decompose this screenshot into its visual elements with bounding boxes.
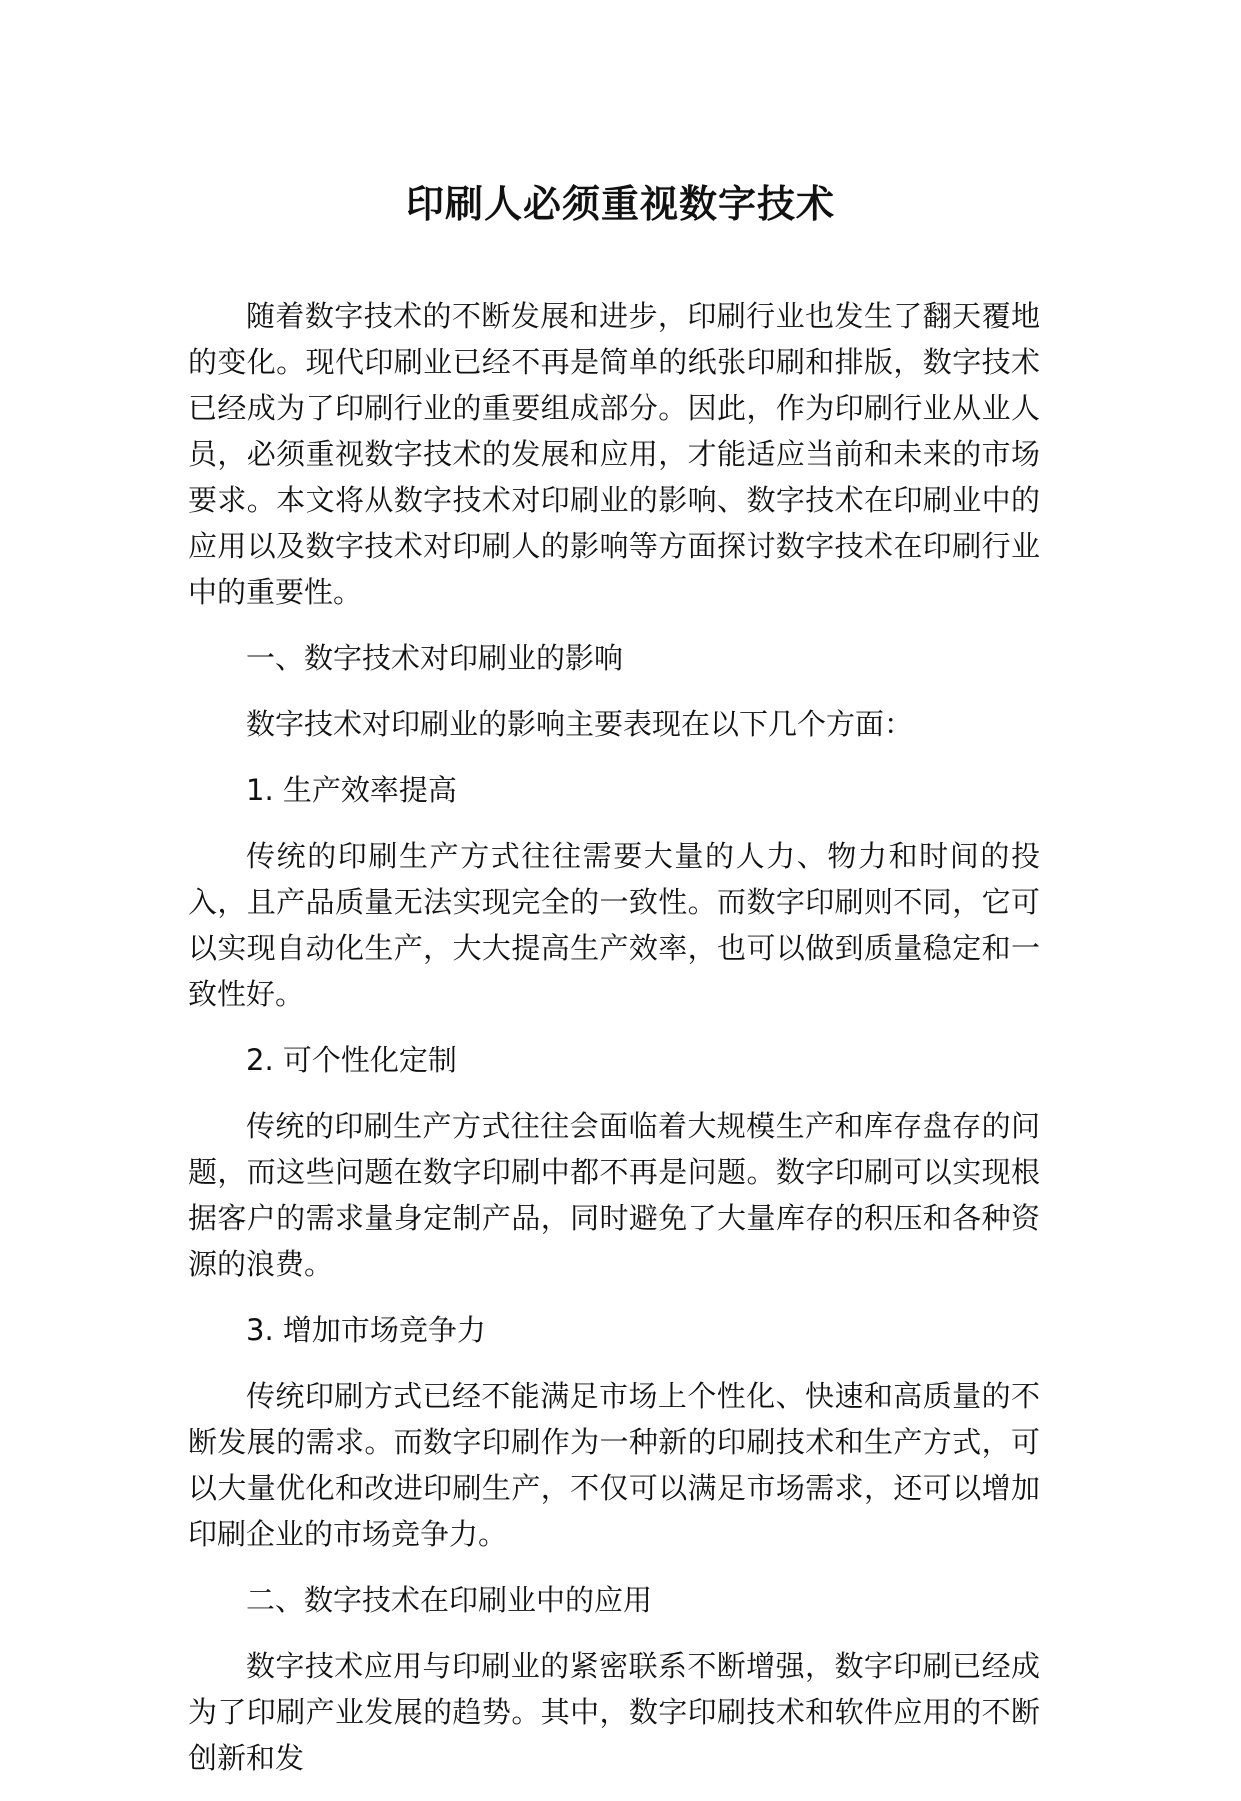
subsection-1-paragraph: 传统的印刷生产方式往往需要大量的人力、物力和时间的投入，且产品质量无法实现完全的一致性。而数字印刷则不同，它可以实现自动化生产，大大提高生产效率，也可以做到质量稳定和一致性好。 bbox=[188, 839, 1040, 1011]
section-heading-1: 一、数字技术对印刷业的影响 bbox=[246, 641, 624, 675]
subheading-3: 3. 增加市场竞争力 bbox=[246, 1313, 486, 1347]
document-body bbox=[188, 293, 1040, 1801]
section-heading-2: 二、数字技术在印刷业中的应用 bbox=[246, 1583, 653, 1617]
subsection-3-paragraph: 传统印刷方式已经不能满足市场上个性化、快速和高质量的不断发展的需求。而数字印刷作为一种新的印刷技术和生产方式，可以大量优化和改进印刷生产，不仅可以满足市场需求，还可以增加印刷企业的市场竞争力。 bbox=[188, 1379, 1040, 1551]
subheading-2: 2. 可个性化定制 bbox=[246, 1043, 457, 1077]
subsection-2-paragraph: 传统的印刷生产方式往往会面临着大规模生产和库存盘存的问题，而这些问题在数字印刷中都不再是问题。数字印刷可以实现根据客户的需求量身定制产品，同时避免了大量库存的积压和各种资源的浪费。 bbox=[188, 1109, 1040, 1281]
subheading-1: 1. 生产效率提高 bbox=[246, 773, 457, 807]
section-2-paragraph: 数字技术应用与印刷业的紧密联系不断增强，数字印刷已经成为了印刷产业发展的趋势。其中，数字印刷技术和软件应用的不断创新和发 bbox=[188, 1649, 1040, 1775]
section-1-intro: 数字技术对印刷业的影响主要表现在以下几个方面： bbox=[246, 707, 914, 741]
intro-paragraph: 随着数字技术的不断发展和进步，印刷行业也发生了翻天覆地的变化。现代印刷业已经不再是简单的纸张印刷和排版，数字技术已经成为了印刷行业的重要组成部分。因此，作为印刷行业从业人员，必须重视数字技术的发展和应用，才能适应当前和未来的市场要求。本文将从数字技术对印刷业的影响、数字技术在印刷业中的应用以及数字技术对印刷人的影响等方面探讨数字技术在印刷行业中的重要性。 bbox=[188, 299, 1040, 609]
document-title: 印刷人必须重视数字技术 bbox=[405, 182, 835, 226]
